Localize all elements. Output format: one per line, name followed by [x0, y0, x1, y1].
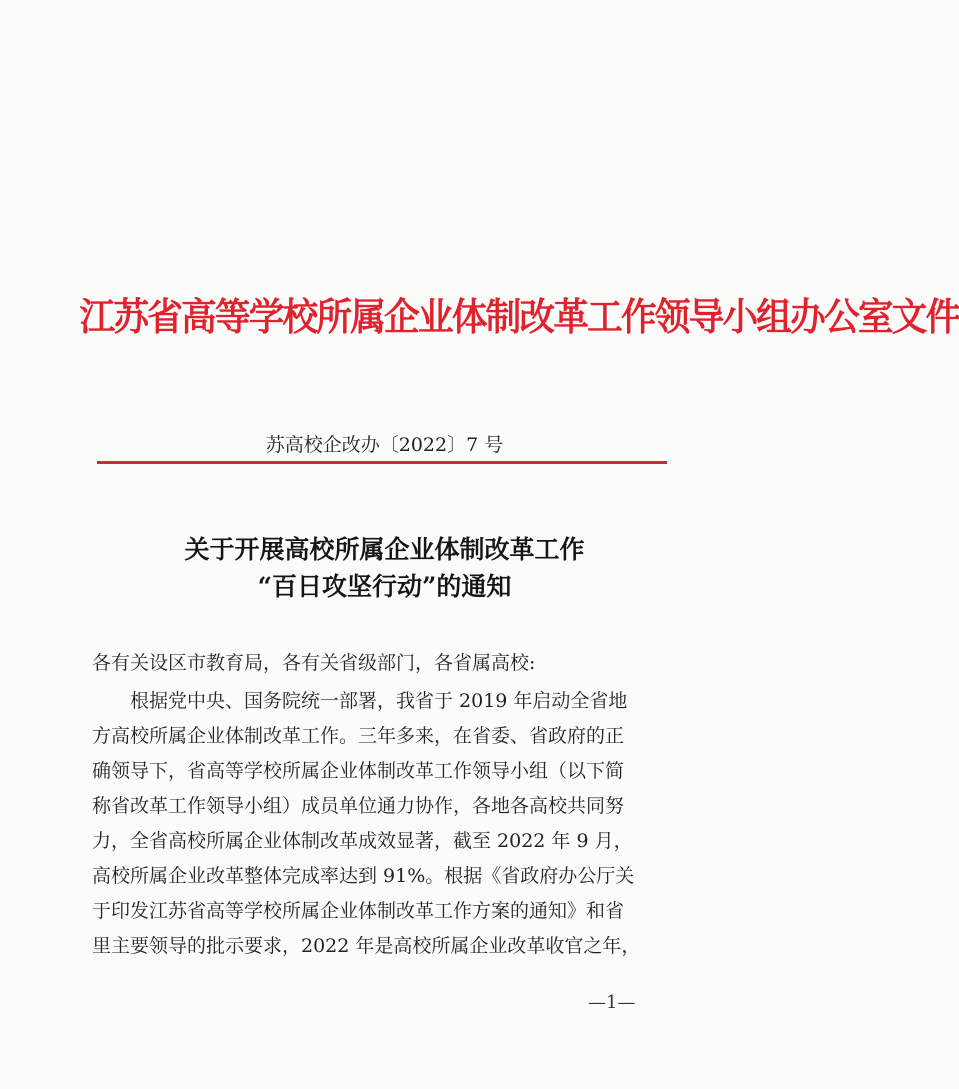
body-line: 于印发江苏省高等学校所属企业体制改革工作方案的通知》和省 — [92, 900, 625, 922]
body-line: 里主要领导的批示要求，2022 年是高校所属企业改革收官之年， — [92, 935, 641, 957]
document-title-line-2: “百日攻坚行动”的通知 — [257, 572, 512, 601]
body-line: 称省改革工作领导小组）成员单位通力协作，各地各高校共同努 — [92, 795, 625, 817]
issuing-office-header: 江苏省高等学校所属企业体制改革工作领导小组办公室文件 — [79, 295, 959, 339]
body-line: 高校所属企业改革整体完成率达到 91%。根据《省政府办公厅关 — [92, 865, 635, 887]
body-paragraph — [92, 684, 672, 964]
body-line: 力，全省高校所属企业体制改革成效显著，截至 2022 年 9 月， — [92, 830, 633, 852]
document-title-line-1: 关于开展高校所属企业体制改革工作 — [184, 535, 585, 564]
body-line: 方高校所属企业体制改革工作。三年多来，在省委、省政府的正 — [92, 725, 625, 747]
body-line: 根据党中央、国务院统一部署，我省于 2019 年启动全省地 — [130, 690, 628, 712]
page-number: —1— — [588, 992, 636, 1013]
salutation: 各有关设区市教育局，各有关省级部门，各省属高校: — [92, 652, 536, 674]
red-divider-line — [97, 461, 667, 464]
body-line: 确领导下，省高等学校所属企业体制改革工作领导小组（以下简 — [92, 760, 625, 782]
document-number: 苏高校企改办〔2022〕7 号 — [265, 434, 504, 456]
